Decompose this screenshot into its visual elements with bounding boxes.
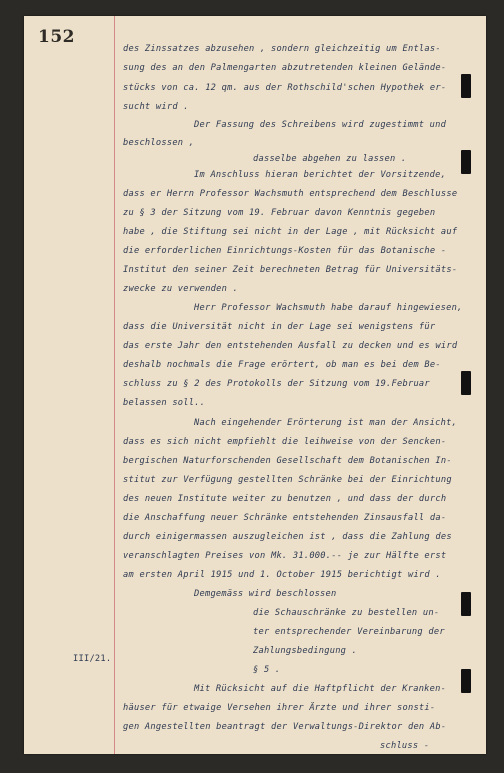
binding-tab (461, 669, 471, 693)
text-line: durch einigermassen auszugleichen ist , dass die Zahlung des (123, 532, 452, 542)
text-line: dass er Herrn Professor Wachsmuth entsprechend dem Beschlusse (123, 189, 458, 199)
text-line: zwecke zu verwenden . (123, 284, 239, 294)
text-line: Mit Rücksicht auf die Haftpflicht der Kranken- (194, 684, 447, 694)
text-line: gen Angestellten beantragt der Verwaltungs-Direktor den Ab- (123, 722, 447, 732)
text-line: schluss zu § 2 des Protokolls der Sitzung vom 19.Februar (123, 379, 430, 389)
text-line: das erste Jahr den entstehenden Ausfall zu decken und es wird (123, 341, 458, 351)
binding-tab (461, 371, 471, 395)
catchword: schluss - (380, 741, 430, 751)
text-line: dasselbe abgehen zu lassen . (253, 154, 407, 164)
text-line: habe , die Stiftung sei nicht in der Lage , mit Rücksicht auf (123, 227, 458, 237)
text-line: Zahlungsbedingung . (253, 646, 358, 656)
margin-note: III/21. (73, 654, 112, 664)
text-line: die Schauschränke zu bestellen un- (253, 608, 440, 618)
text-line: deshalb nochmals die Frage erörtert, ob man es bei dem Be- (123, 360, 441, 370)
text-line: Nach eingehender Erörterung ist man der Ansicht, (194, 418, 458, 428)
text-line: beschlossen , (123, 138, 195, 148)
text-line: dass es sich nicht empfiehlt die leihweise von der Sencken- (123, 437, 447, 447)
text-line: sung des an den Palmengarten abzutretenden kleinen Gelände- (123, 63, 447, 73)
text-line: Institut den seiner Zeit berechneten Betrag für Universitäts- (123, 265, 458, 275)
text-line: bergischen Naturforschenden Gesellschaft dem Botanischen In- (123, 456, 452, 466)
text-line: stitut zur Verfügung gestellten Schränke bei der Einrichtung (123, 475, 452, 485)
margin-rule (114, 16, 115, 754)
text-line: belassen soll.. (123, 398, 206, 408)
page-number: 152 (38, 27, 75, 47)
text-line: häuser für etwaige Versehen ihrer Ärzte und ihrer sonsti- (123, 703, 436, 713)
text-line: dass die Universität nicht in der Lage sei wenigstens für (123, 322, 436, 332)
binding-tab (461, 150, 471, 174)
text-line: zu § 3 der Sitzung vom 19. Februar davon Kenntnis gegeben (123, 208, 436, 218)
text-line: veranschlagten Preises von Mk. 31.000.-- je zur Hälfte erst (123, 551, 447, 561)
text-line: stücks von ca. 12 qm. aus der Rothschild'schen Hypothek er- (123, 83, 447, 93)
text-line: Herr Professor Wachsmuth habe darauf hingewiesen, (194, 303, 463, 313)
text-line: Im Anschluss hieran berichtet der Vorsitzende, (194, 170, 447, 180)
text-line: die erforderlichen Einrichtungs-Kosten für das Botanische - (123, 246, 447, 256)
text-line: sucht wird . (123, 102, 189, 112)
text-line: des neuen Institute weiter zu benutzen , und dass der durch (123, 494, 447, 504)
binding-tab (461, 74, 471, 98)
text-line: die Anschaffung neuer Schränke entstehenden Zinsausfall da- (123, 513, 447, 523)
binding-tab (461, 592, 471, 616)
text-line: ter entsprechender Vereinbarung der (253, 627, 445, 637)
text-line: am ersten April 1915 und 1. October 1915 berichtigt wird . (123, 570, 441, 580)
text-line: des Zinssatzes abzusehen , sondern gleichzeitig um Entlas- (123, 44, 441, 54)
text-line: Demgemäss wird beschlossen (194, 589, 337, 599)
text-line: Der Fassung des Schreibens wird zugestimmt und (194, 120, 447, 130)
section-heading: § 5 . (253, 665, 281, 675)
